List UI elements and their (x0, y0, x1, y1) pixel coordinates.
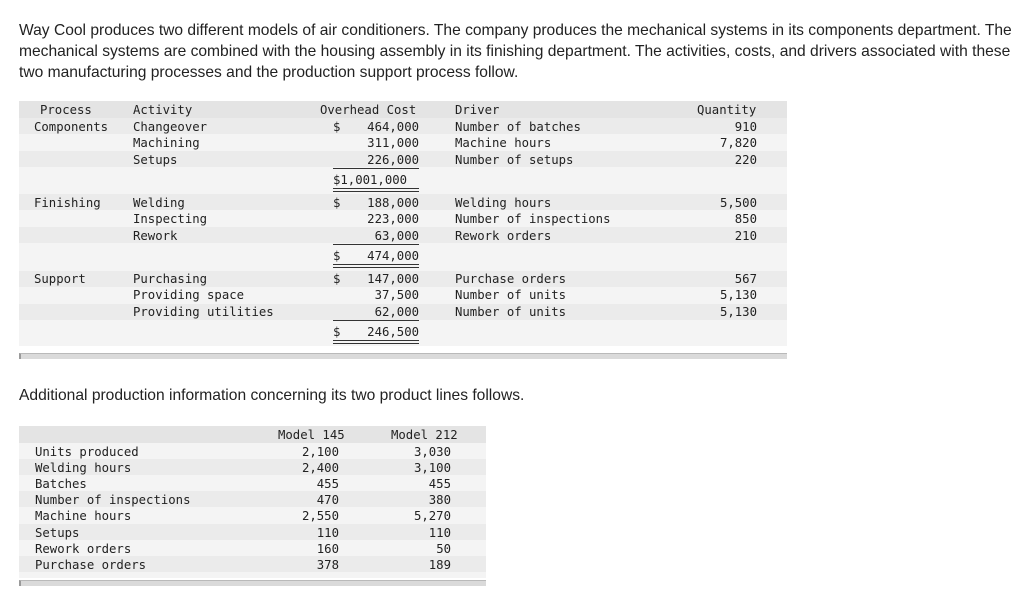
process-components: Components (34, 120, 109, 134)
driver-label: Purchase orders (455, 272, 567, 286)
overhead-cost-value: 188,000 (367, 196, 419, 210)
model-145-value: 378 (316, 558, 339, 572)
activity-label: Machining (133, 136, 200, 150)
driver-label: Number of units (455, 305, 567, 319)
activity-label: Providing utilities (133, 305, 274, 319)
process-support: Support (34, 272, 86, 286)
driver-label: Number of batches (455, 120, 581, 134)
model-212-value: 110 (428, 526, 451, 540)
row-label: Setups (35, 526, 80, 540)
dollar-sign: $ (333, 120, 341, 134)
model-145-value: 470 (316, 493, 339, 507)
header-process: Process (40, 103, 92, 117)
quantity-value: 220 (734, 153, 757, 167)
overhead-cost-value: 464,000 (367, 120, 419, 134)
model-212-value: 5,270 (413, 509, 451, 523)
overhead-cost-value: 37,500 (374, 288, 419, 302)
driver-label: Number of inspections (455, 212, 611, 226)
activity-label: Providing space (133, 288, 245, 302)
row-label: Welding hours (35, 461, 132, 475)
driver-label: Welding hours (455, 196, 552, 210)
activity-label: Welding (133, 196, 185, 210)
support-total: 246,500 (367, 325, 419, 339)
finishing-total: 474,000 (367, 249, 419, 263)
total-double-rule (333, 264, 419, 268)
activity-label: Changeover (133, 120, 208, 134)
process-finishing: Finishing (34, 196, 101, 210)
overhead-cost-value: 62,000 (374, 305, 419, 319)
row-label: Rework orders (35, 542, 132, 556)
header-overhead-cost: Overhead Cost (320, 103, 417, 117)
model-145-value: 110 (316, 526, 339, 540)
driver-label: Rework orders (455, 229, 552, 243)
model-212-value: 3,100 (413, 461, 451, 475)
subtotal-rule (333, 320, 419, 321)
model-145-value: 160 (316, 542, 339, 556)
components-total: $1,001,000 (333, 173, 408, 187)
header-model-145: Model 145 (278, 428, 345, 442)
dollar-sign: $ (333, 272, 341, 286)
activity-label: Setups (133, 153, 178, 167)
driver-label: Machine hours (455, 136, 552, 150)
model-212-value: 380 (428, 493, 451, 507)
driver-label: Number of units (455, 288, 567, 302)
model-145-value: 2,400 (301, 461, 339, 475)
subtotal-rule (333, 168, 419, 169)
overhead-cost-value: 147,000 (367, 272, 419, 286)
model-145-value: 2,550 (301, 509, 339, 523)
row-label: Units produced (35, 445, 139, 459)
row-label: Machine hours (35, 509, 132, 523)
quantity-value: 5,130 (719, 288, 757, 302)
model-212-value: 3,030 (413, 445, 451, 459)
row-label: Number of inspections (35, 493, 191, 507)
activity-label: Inspecting (133, 212, 208, 226)
quantity-value: 5,130 (719, 305, 757, 319)
driver-label: Number of setups (455, 153, 574, 167)
additional-info-paragraph: Additional production information concerning its two product lines follows. (19, 387, 525, 404)
quantity-value: 5,500 (719, 196, 757, 210)
row-label: Purchase orders (35, 558, 147, 572)
dollar-sign: $ (333, 196, 341, 210)
quantity-value: 210 (734, 229, 757, 243)
table-scrollbar[interactable] (19, 353, 787, 359)
total-double-rule (333, 188, 419, 192)
overhead-cost-value: 63,000 (374, 229, 419, 243)
quantity-value: 850 (734, 212, 757, 226)
quantity-value: 910 (734, 120, 757, 134)
dollar-sign: $ (333, 249, 341, 263)
table-scrollbar[interactable] (19, 580, 486, 586)
model-145-value: 455 (316, 477, 339, 491)
row-label: Batches (35, 477, 87, 491)
model-212-value: 455 (428, 477, 451, 491)
model-212-value: 189 (428, 558, 451, 572)
intro-paragraph: Way Cool produces two different models of air conditioners. The company produces the mechanical systems in its components department. The mechanical systems are combined with the housing assembly in its finishing department. The activities, costs, and drivers associated with these two manufacturing processes and the production support process follow. (19, 22, 1012, 81)
header-model-212: Model 212 (391, 428, 458, 442)
overhead-cost-value: 226,000 (367, 153, 419, 167)
header-driver: Driver (455, 103, 500, 117)
total-double-rule (333, 340, 419, 344)
model-212-value: 50 (436, 542, 451, 556)
model-145-value: 2,100 (301, 445, 339, 459)
header-activity: Activity (133, 103, 193, 117)
quantity-value: 7,820 (719, 136, 757, 150)
subtotal-rule (333, 244, 419, 245)
activity-label: Rework (133, 229, 178, 243)
dollar-sign: $ (333, 325, 341, 339)
overhead-cost-value: 223,000 (367, 212, 419, 226)
activity-label: Purchasing (133, 272, 208, 286)
header-quantity: Quantity (697, 103, 757, 117)
quantity-value: 567 (734, 272, 757, 286)
overhead-cost-value: 311,000 (367, 136, 419, 150)
